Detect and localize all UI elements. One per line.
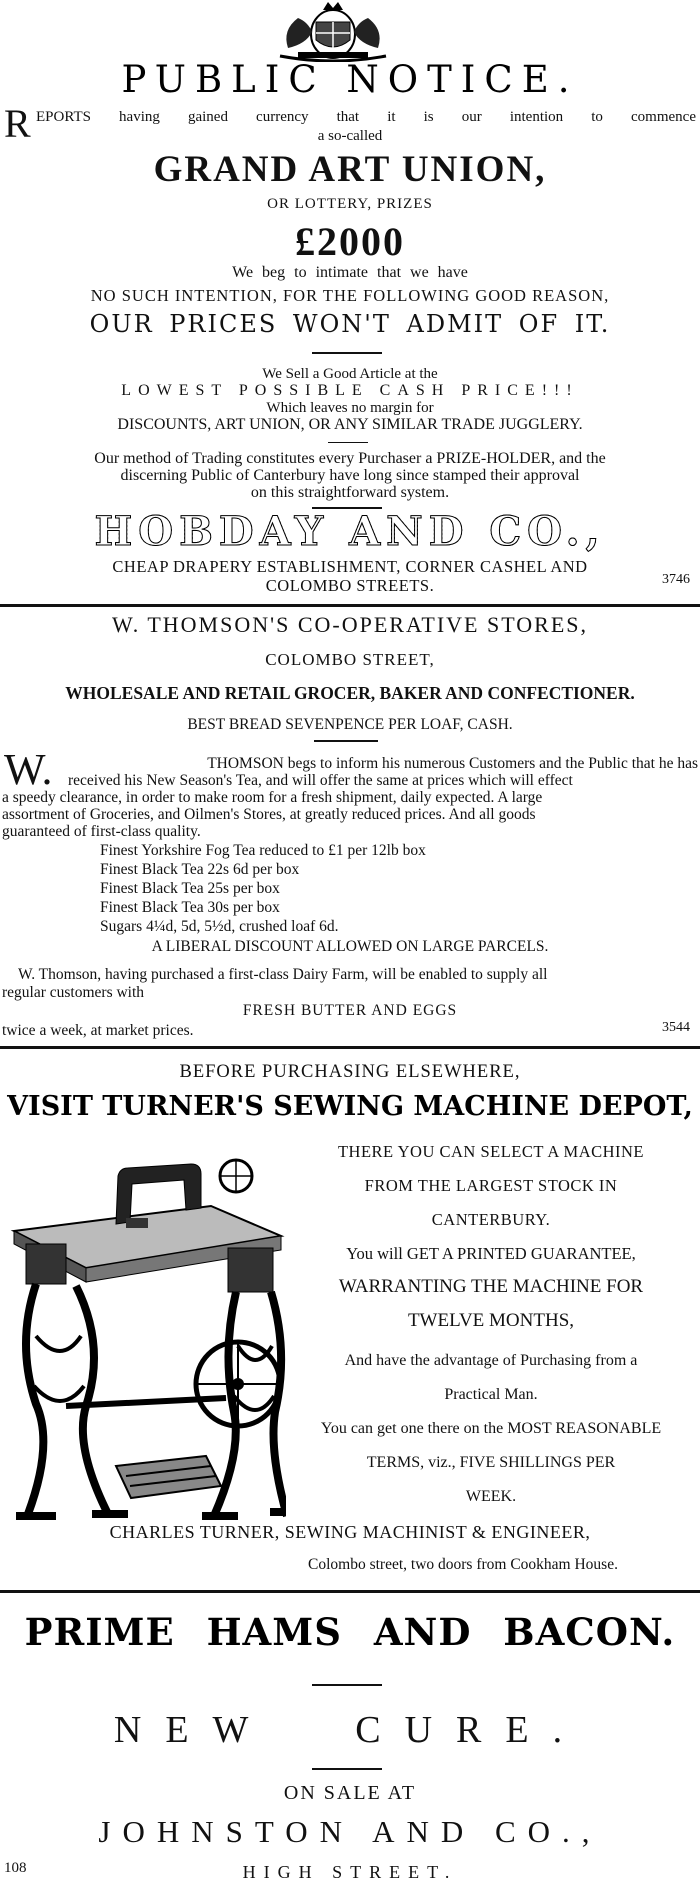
- drapery-line-2: COLOMBO STREETS.: [265, 576, 435, 595]
- drop-cap-w: W.: [4, 745, 53, 794]
- section-rule: [0, 1590, 700, 1593]
- new-cure: NEW CURE.: [113, 1709, 587, 1751]
- before-purchasing: BEFORE PURCHASING ELSEWHERE,: [179, 1062, 521, 1082]
- divider: [314, 740, 378, 742]
- price-list-item: Finest Black Tea 30s per box: [100, 899, 280, 916]
- bread-line: BEST BREAD SEVENPENCE PER LOAF, CASH.: [187, 716, 513, 733]
- grand-art-union: GRAND ART UNION,: [153, 149, 547, 190]
- johnston-firm: JOHNSTON AND CO.,: [98, 1814, 602, 1849]
- thomson-para-4: assortment of Groceries, and Oilmen's Stores, at greatly reduced prices. And all goods: [2, 806, 536, 823]
- divider: [312, 352, 382, 354]
- intimate-line: We beg to intimate that we have: [232, 264, 468, 281]
- on-sale-at: ON SALE AT: [283, 1782, 417, 1804]
- visit-turner-title: VISIT TURNER'S SEWING MACHINE DEPOT,: [7, 1091, 693, 1122]
- drapery-line-1: CHEAP DRAPERY ESTABLISHMENT, CORNER CASHEL AND: [112, 557, 588, 576]
- dairy-line-2: regular customers with: [2, 984, 145, 1001]
- drop-cap-r: R: [4, 101, 31, 146]
- sell-line: We Sell a Good Article at the: [262, 366, 438, 382]
- public-notice-title: PUBLIC NOTICE.: [121, 58, 579, 101]
- turner-text-line: WARRANTING THE MACHINE FOR: [338, 1276, 644, 1297]
- turner-text-line: WEEK.: [465, 1488, 517, 1505]
- dairy-line-1: W. Thomson, having purchased a first-class Dairy Farm, will be enabled to supply all: [18, 966, 548, 983]
- turner-address: Colombo street, two doors from Cookham House.: [308, 1556, 618, 1573]
- thomson-para-1: THOMSON begs to inform his numerous Customers and the Public that he has: [207, 755, 698, 772]
- turner-text-line: Practical Man.: [444, 1386, 538, 1403]
- turner-signature: CHARLES TURNER, SEWING MACHINIST & ENGINEER,: [109, 1522, 591, 1542]
- thomson-para-2: received his New Season's Tea, and will offer the same at prices which will effect: [68, 772, 573, 789]
- price-list-item: Finest Yorkshire Fog Tea reduced to £1 per 12lb box: [100, 842, 426, 859]
- royal-coat-of-arms: [258, 0, 408, 62]
- no-such-intention: NO SUCH INTENTION, FOR THE FOLLOWING GOOD REASON,: [90, 286, 610, 305]
- turner-text-line: FROM THE LARGEST STOCK IN: [364, 1176, 618, 1195]
- thomson-trade: WHOLESALE AND RETAIL GROCER, BAKER AND CONFECTIONER.: [65, 683, 635, 703]
- turner-text-line: And have the advantage of Purchasing from a: [344, 1352, 638, 1369]
- turner-text-line: You can get one there on the MOST REASONABLE: [320, 1420, 662, 1437]
- liberal-discount: A LIBERAL DISCOUNT ALLOWED ON LARGE PARCELS.: [151, 938, 549, 955]
- turner-text-line: TWELVE MONTHS,: [407, 1310, 575, 1331]
- price-list-item: Finest Black Tea 25s per box: [100, 880, 280, 897]
- method-line-1: Our method of Trading constitutes every Purchaser a PRIZE-HOLDER, and the: [94, 450, 606, 467]
- fresh-butter-eggs: FRESH BUTTER AND EGGS: [242, 1002, 458, 1019]
- price-list-item: Sugars 4¼d, 5d, 5½d, crushed loaf 6d.: [100, 918, 339, 935]
- divider: [312, 1768, 382, 1770]
- lottery-prizes: OR LOTTERY, PRIZES: [267, 196, 433, 212]
- method-line-3: on this straightforward system.: [250, 484, 450, 501]
- turner-text-line: THERE YOU CAN SELECT A MACHINE: [337, 1142, 645, 1161]
- high-street: HIGH STREET.: [242, 1862, 458, 1882]
- twice-weekly: twice a week, at market prices.: [2, 1022, 194, 1039]
- method-line-2: discerning Public of Canterbury have long since stamped their approval: [120, 467, 580, 484]
- prize-amount: £2000: [295, 219, 405, 264]
- turner-text-line: CANTERBURY.: [431, 1210, 551, 1229]
- sewing-machine-illustration: [6, 1136, 286, 1528]
- prime-hams-title: PRIME HAMS AND BACON.: [24, 1610, 676, 1654]
- hobday-firm-name: HOBDAY AND CO.,: [0, 508, 700, 555]
- discounts-line: DISCOUNTS, ART UNION, OR ANY SIMILAR TRADE JUGGLERY.: [117, 416, 583, 433]
- turner-text-line: You will GET A PRINTED GUARANTEE,: [346, 1244, 636, 1263]
- turner-text-line: TERMS, viz., FIVE SHILLINGS PER: [366, 1454, 616, 1471]
- so-called-line: a so-called: [317, 128, 383, 144]
- section-rule: [0, 1046, 700, 1049]
- margin-line: Which leaves no margin for: [266, 400, 434, 416]
- thomson-para-3: a speedy clearance, in order to make room for a fresh shipment, daily expected. A large: [2, 789, 543, 806]
- reports-line: EPORTS having gained currency that it is our intention to commence: [36, 109, 696, 125]
- small-divider: [328, 442, 368, 443]
- thomson-street: COLOMBO STREET,: [265, 650, 435, 669]
- divider: [312, 1684, 382, 1686]
- ad-reference-number: 3544: [662, 1020, 690, 1035]
- ad-reference-number: 108: [4, 1860, 27, 1876]
- section-rule: [0, 604, 700, 607]
- prices-line: OUR PRICES WON'T ADMIT OF IT.: [89, 310, 611, 338]
- thomson-title: W. THOMSON'S CO-OPERATIVE STORES,: [111, 612, 588, 637]
- price-list-item: Finest Black Tea 22s 6d per box: [100, 861, 300, 878]
- lowest-price-line: LOWEST POSSIBLE CASH PRICE!!!: [121, 382, 579, 399]
- ad-reference-number: 3746: [662, 572, 690, 587]
- thomson-para-5: guaranteed of first-class quality.: [2, 823, 201, 840]
